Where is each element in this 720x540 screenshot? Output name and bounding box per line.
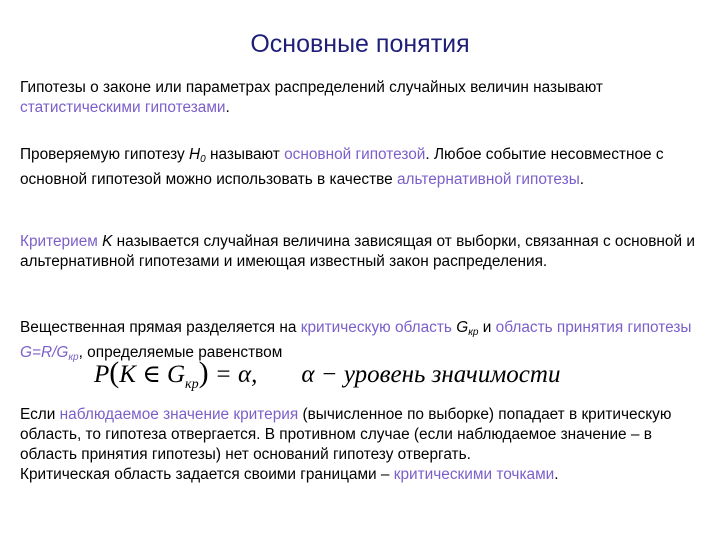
formula-g-sub: кр xyxy=(185,377,199,392)
text: Вещественная прямая разделяется на xyxy=(20,319,301,336)
equation-inline-sub: кр xyxy=(68,352,79,363)
term-critical-points: критическими точками xyxy=(393,466,555,483)
text: и xyxy=(478,319,496,336)
text: . xyxy=(554,466,559,483)
formula-eq: = α, xyxy=(208,361,258,388)
text: называется случайная величина зависящая от выборки, связанная с основной и альтернативной гипотезами и имеющая известный закон распределения. xyxy=(20,233,695,270)
text: называют xyxy=(205,146,285,163)
formula-g: G xyxy=(166,361,186,388)
term-main-hypothesis: основной гипотезой xyxy=(284,146,426,163)
term-critical-region: критическую область xyxy=(300,319,452,336)
symbol-g: G xyxy=(451,319,469,336)
text: . xyxy=(579,171,585,188)
text: . xyxy=(225,99,230,116)
formula-k: K xyxy=(119,361,136,388)
formula-in: ∈ xyxy=(135,361,167,388)
term-acceptance-region: область принятия гипотезы xyxy=(495,319,692,336)
paragraph-decision xyxy=(20,405,710,485)
term-observed-value: наблюдаемое значение критерия xyxy=(59,406,299,423)
text: Если xyxy=(20,406,60,423)
formula-significance: α − уровень значимости xyxy=(301,361,561,388)
paragraph-main-hypothesis xyxy=(20,145,710,190)
text: Гипотезы о законе или параметрах распределений случайных величин называют xyxy=(20,79,603,96)
formula-p: P xyxy=(94,361,110,388)
text: . Любое событие несовместное с основной гипотезой можно использовать в качестве xyxy=(20,146,664,188)
equation-inline: G=R/G xyxy=(20,344,69,361)
symbol-h-sub: 0 xyxy=(200,154,206,165)
formula xyxy=(94,356,560,396)
paragraph-hypotheses xyxy=(20,78,710,118)
text: (вычисленное по выборке) попадает в критическую область, то гипотеза отвергается. В противном случае (если наблюдаемое значение – в область принятия гипотезы) нет оснований гипотезу отвергать. xyxy=(20,406,672,463)
text: , определяемые равенством xyxy=(78,344,283,361)
formula-open-paren: ( xyxy=(109,356,120,389)
slide-title: Основные понятия xyxy=(250,30,470,58)
term-alternative-hypothesis: альтернативной гипотезы xyxy=(396,171,580,188)
paragraph-criterion xyxy=(20,232,710,272)
symbol-h: H xyxy=(189,146,201,163)
text: Проверяемую гипотезу xyxy=(20,146,190,163)
text: Критическая область задается своими границами – xyxy=(20,466,394,483)
symbol-g-sub: кр xyxy=(468,327,479,338)
formula-close-paren: ) xyxy=(198,356,209,389)
term-statistical-hypotheses: статистическими гипотезами xyxy=(20,99,226,116)
term-criterion: Критерием xyxy=(20,233,98,250)
symbol-k: K xyxy=(97,233,113,250)
